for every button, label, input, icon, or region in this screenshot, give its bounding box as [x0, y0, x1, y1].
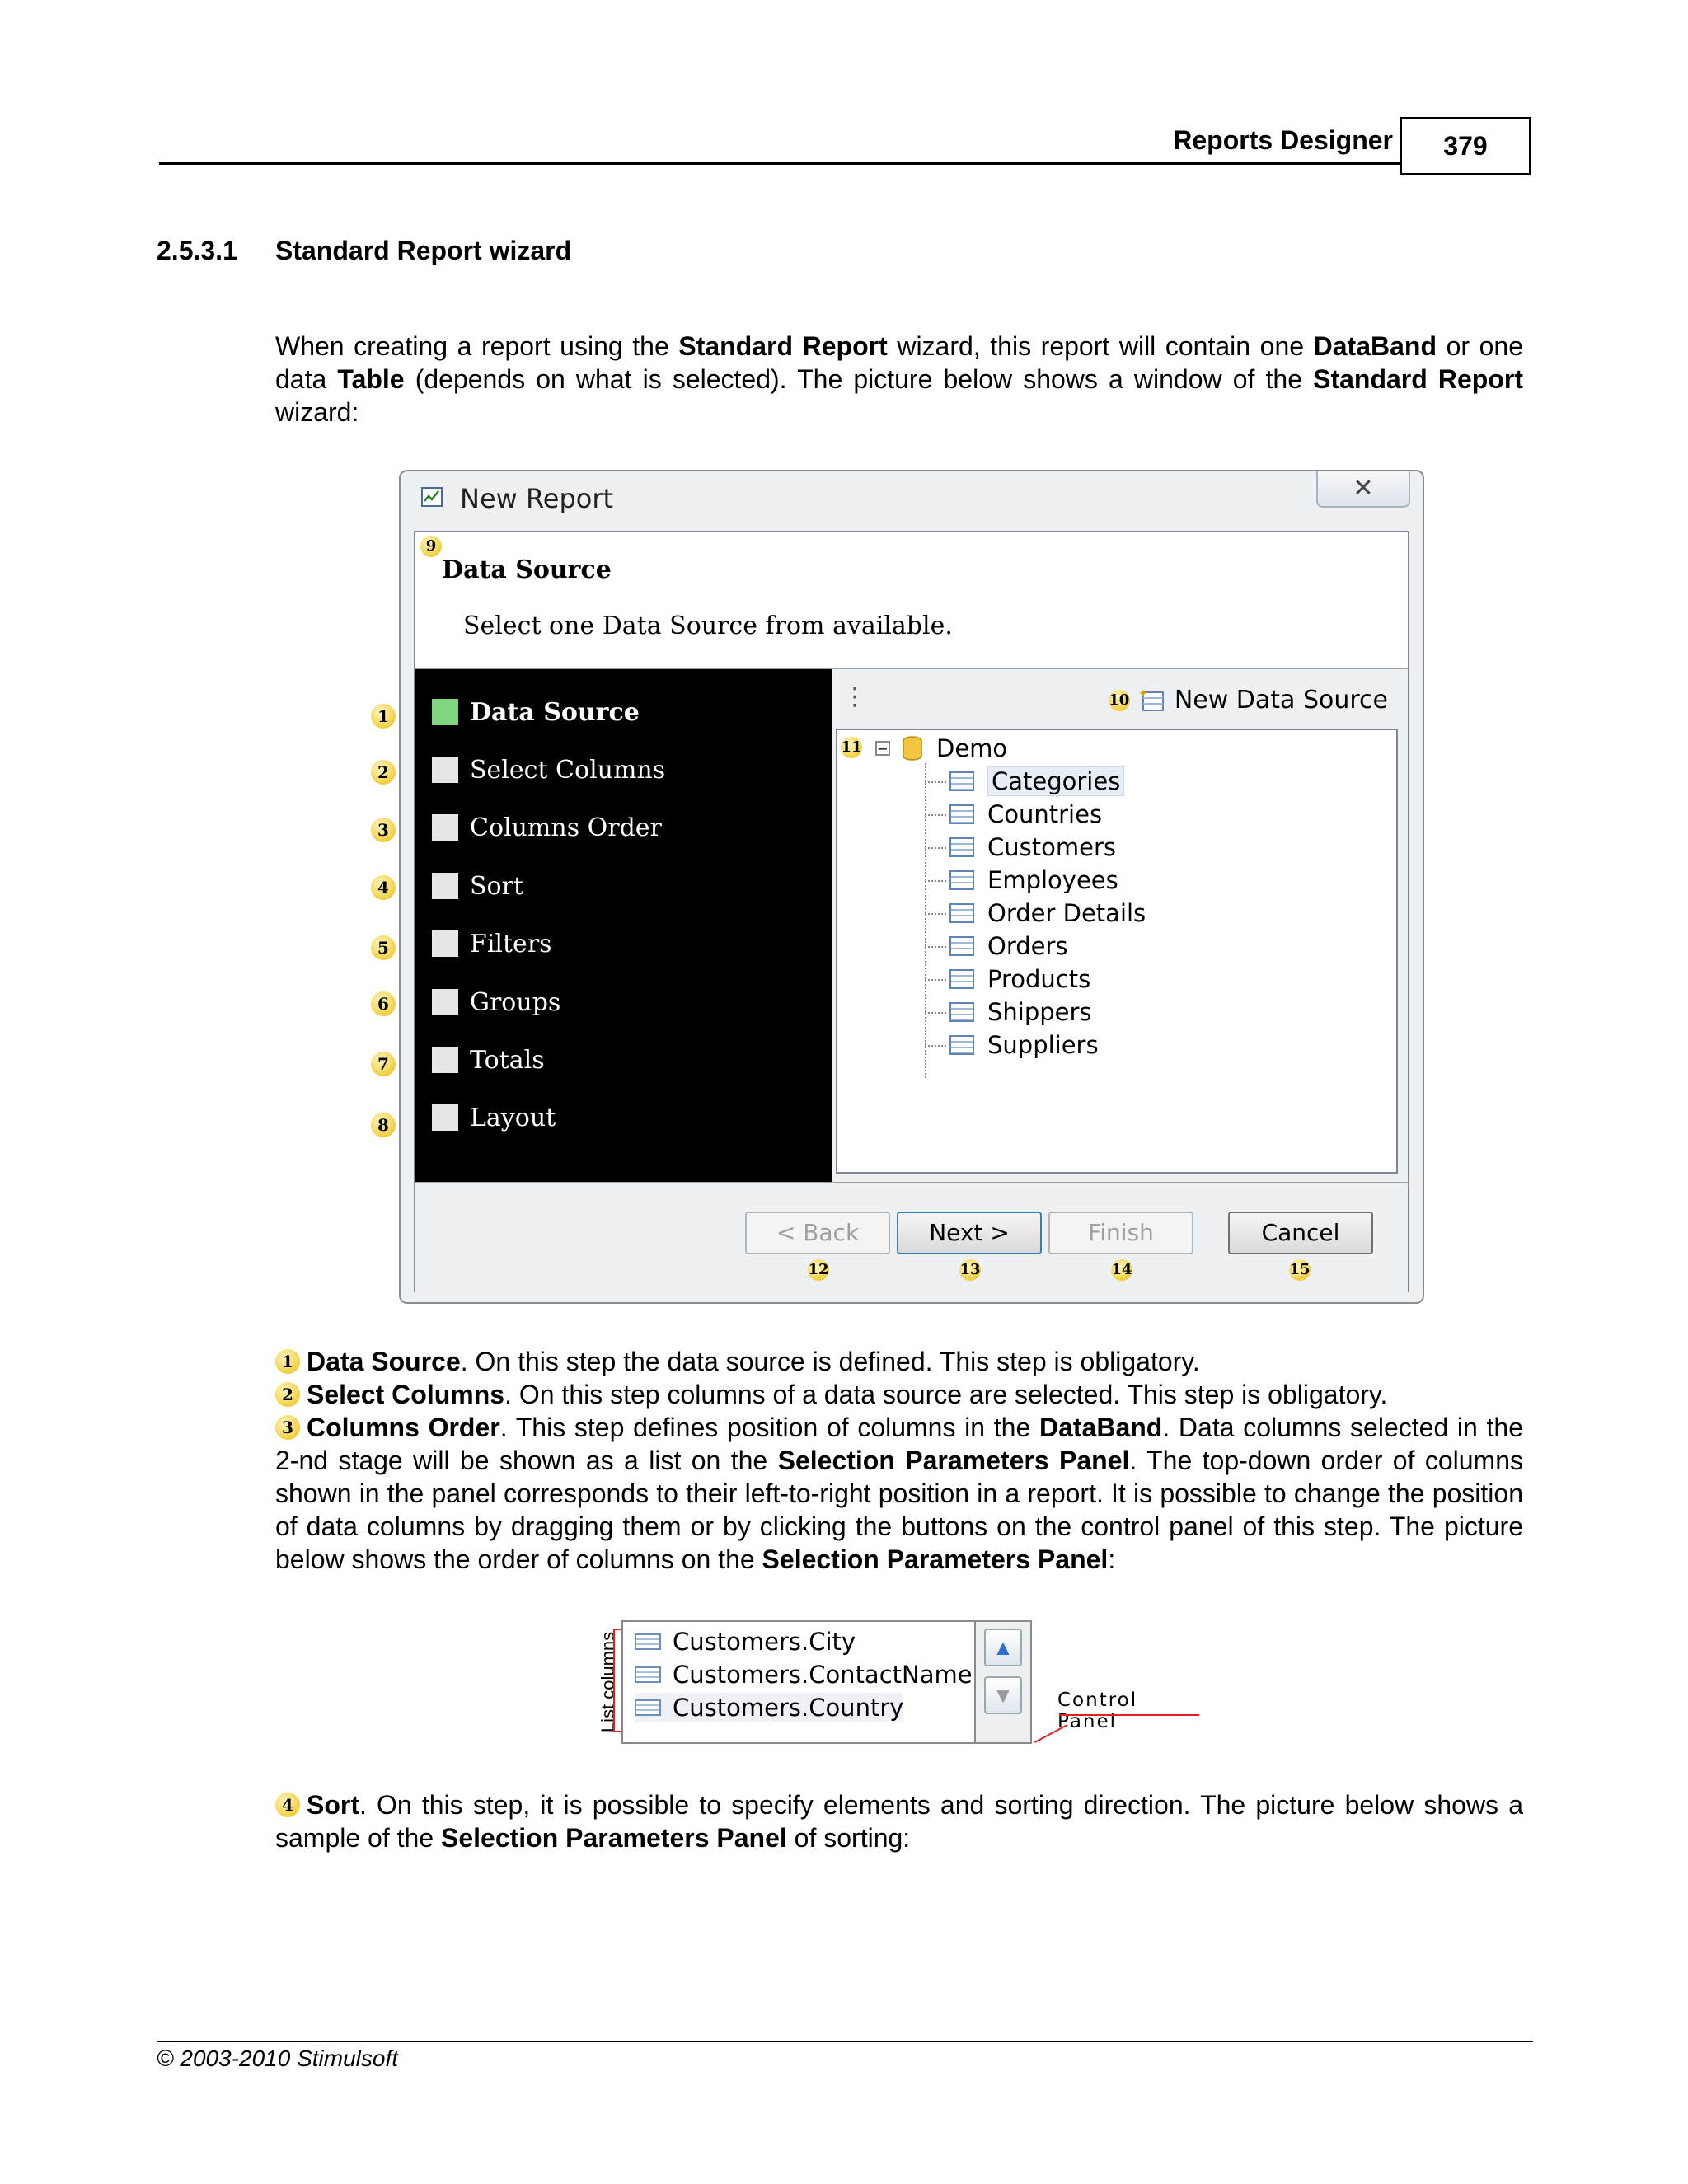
step-indicator — [432, 1047, 458, 1073]
step-label: Columns Order — [470, 813, 662, 842]
step-totals[interactable] — [432, 1043, 545, 1076]
tree-item-label: Customers — [987, 833, 1116, 861]
svg-text:✦: ✦ — [1137, 687, 1148, 701]
callout-badge-4: 4 — [371, 875, 396, 900]
section-number: 2.5.3.1 — [157, 236, 237, 265]
step-label: Totals — [470, 1045, 545, 1075]
new-data-source-icon — [1138, 687, 1166, 714]
tree-item-label: Suppliers — [987, 1031, 1099, 1059]
table-icon — [950, 969, 974, 989]
table-icon — [950, 1035, 974, 1055]
tree-root-label: Demo — [936, 734, 1008, 762]
step-layout[interactable] — [432, 1101, 556, 1134]
column-item[interactable]: Customers.ContactName — [635, 1660, 973, 1690]
tree-connector — [925, 946, 946, 948]
callout-badge-11: 11 — [841, 737, 862, 758]
column-icon — [635, 1633, 661, 1650]
wizard-header — [415, 532, 1408, 669]
callout-badge-8: 8 — [371, 1113, 396, 1137]
step-label: Sort — [470, 871, 524, 901]
item-data-source: 1 Data Source. On this step the data source is defined. This step is obligatory. 2 Select Columns. On this step columns of a data source are selected. This step is obligatory. 3 Columns Order. This step defines position of columns in the DataBand. Data columns selected in the 2-nd stage will be shown as a list on the Selection Parameters Panel. The top-down order of columns shown in the panel corresponds to their left-to-right position in a report. It is possible to change the position of data columns by dragging them or by clicking the buttons on the control panel of this step. The picture below shows the order of columns on the Selection Parameters Panel: — [275, 1347, 1524, 1574]
tree-item-label: Products — [987, 965, 1091, 993]
callout-arrow — [1034, 1724, 1068, 1743]
callout-badge-9: 9 — [420, 536, 442, 557]
data-source-panel — [832, 669, 1408, 1182]
intro-paragraph: When creating a report using the Standard Report wizard, this report will contain one DataBand or one data Table (depends on what is selected). The picture below shows a window of the Standard Report wizard: — [275, 331, 1524, 427]
tree-item-shippers[interactable] — [950, 996, 1092, 1029]
callout-badge-13: 13 — [959, 1259, 981, 1281]
tree-item-label: Countries — [987, 800, 1103, 828]
item-badge: 1 — [275, 1349, 300, 1374]
item-badge: 3 — [275, 1415, 300, 1440]
section-title: Standard Report wizard — [275, 236, 572, 265]
wizard-body — [414, 531, 1409, 1292]
table-icon — [950, 936, 974, 956]
step-heading: Data Source — [442, 555, 612, 584]
control-panel-caption: Control Panel — [1057, 1690, 1138, 1732]
data-source-tree — [836, 729, 1398, 1174]
step-columns-order[interactable] — [432, 811, 662, 844]
step-label: Groups — [470, 987, 561, 1017]
move-down-button[interactable]: ▼ — [984, 1676, 1022, 1714]
cancel-button[interactable]: Cancel — [1228, 1212, 1373, 1254]
tree-item-label: Categories — [987, 766, 1124, 796]
tree-connector — [925, 979, 946, 981]
table-icon — [950, 804, 974, 824]
tree-connector — [925, 1012, 946, 1014]
new-data-source-label: New Data Source — [1174, 686, 1388, 715]
callout-line — [1059, 1714, 1199, 1716]
step-indicator — [432, 930, 458, 957]
wizard-footer — [415, 1182, 1408, 1292]
new-data-source-button[interactable] — [1109, 686, 1388, 715]
callout-badge-1: 1 — [371, 704, 396, 729]
column-item[interactable]: Customers.City — [635, 1627, 856, 1657]
step-indicator — [432, 1104, 458, 1131]
step-groups[interactable] — [432, 986, 560, 1019]
step-data-source[interactable] — [432, 696, 640, 729]
close-button[interactable]: ✕ — [1316, 471, 1410, 508]
footer-copyright: © 2003-2010 Stimulsoft — [157, 2046, 399, 2071]
tree-item-label: Shippers — [987, 998, 1092, 1026]
tree-root-demo[interactable] — [875, 732, 1007, 765]
tree-item-employees[interactable] — [950, 864, 1118, 897]
step-indicator — [432, 814, 458, 841]
tree-item-categories[interactable] — [950, 765, 1124, 798]
callout-badge-5: 5 — [371, 935, 396, 960]
collapse-icon[interactable]: − — [875, 741, 890, 756]
tree-connector — [925, 880, 946, 882]
column-item[interactable]: Customers.Country — [635, 1693, 903, 1722]
item-badge: 2 — [275, 1382, 300, 1407]
tree-item-label: Order Details — [987, 899, 1146, 927]
toolbar-grip-icon: ⋮ — [842, 683, 867, 710]
step-indicator — [432, 873, 458, 899]
report-icon — [420, 485, 445, 509]
tree-item-label: Employees — [987, 866, 1118, 894]
callout-badge-7: 7 — [371, 1052, 396, 1076]
step-label: Data Source — [470, 697, 640, 727]
tree-item-customers[interactable] — [950, 831, 1116, 864]
columns-order-figure — [593, 1610, 1203, 1750]
tree-item-label: Orders — [987, 932, 1068, 960]
next-button[interactable]: Next > — [897, 1212, 1042, 1254]
move-up-button[interactable]: ▲ — [984, 1629, 1022, 1666]
callout-badge-10: 10 — [1109, 690, 1130, 711]
tree-connector — [925, 913, 946, 915]
step-sort[interactable] — [432, 869, 523, 902]
step-indicator — [432, 989, 458, 1015]
tree-item-products[interactable] — [950, 963, 1090, 996]
tree-connector — [925, 781, 946, 783]
callout-badge-3: 3 — [371, 818, 396, 842]
step-description: Select one Data Source from available. — [463, 612, 953, 640]
tree-item-orders[interactable] — [950, 930, 1068, 963]
item-badge: 4 — [275, 1793, 300, 1817]
list-columns-label: List columns — [598, 1631, 618, 1733]
step-label: Layout — [470, 1103, 556, 1132]
step-select-columns[interactable] — [432, 753, 665, 786]
tree-connector — [925, 847, 946, 849]
table-icon — [950, 903, 974, 923]
column-icon — [635, 1666, 661, 1683]
control-panel — [974, 1620, 1032, 1744]
steps-panel — [415, 669, 832, 1182]
tree-connector — [925, 814, 946, 816]
data-source-toolbar — [832, 669, 1408, 729]
table-icon — [950, 771, 974, 791]
footer-rule — [157, 2041, 1533, 2042]
page-number: 379 — [1400, 117, 1531, 175]
finish-button[interactable]: Finish — [1048, 1212, 1193, 1254]
callout-badge-12: 12 — [808, 1259, 829, 1281]
tree-connector — [925, 763, 926, 1078]
columns-list — [621, 1620, 976, 1744]
step-filters[interactable] — [432, 927, 552, 960]
callout-badge-15: 15 — [1289, 1259, 1311, 1281]
tree-connector — [925, 1045, 946, 1047]
header-rule — [159, 162, 1400, 165]
column-icon — [635, 1699, 661, 1716]
item-sort: 4 Sort. On this step, it is possible to specify elements and sorting direction. The picture below shows a sample of the Selection Parameters Panel of sorting: — [275, 1790, 1523, 1853]
table-icon — [950, 870, 974, 890]
tree-item-suppliers[interactable] — [950, 1029, 1099, 1062]
table-icon — [950, 1002, 974, 1022]
database-icon — [902, 736, 923, 761]
table-icon — [950, 837, 974, 857]
callout-badge-14: 14 — [1111, 1259, 1132, 1281]
callout-badge-2: 2 — [371, 760, 396, 785]
step-indicator — [432, 757, 458, 783]
tree-item-countries[interactable] — [950, 798, 1102, 831]
tree-item-order-details[interactable] — [950, 897, 1146, 930]
callout-badge-6: 6 — [371, 991, 396, 1016]
step-label: Select Columns — [470, 755, 666, 785]
new-report-dialog — [399, 470, 1424, 1304]
dialog-title: New Report — [460, 483, 614, 514]
back-button[interactable]: < Back — [745, 1212, 890, 1254]
step-indicator — [432, 699, 458, 725]
step-label: Filters — [470, 929, 552, 958]
running-header-title: Reports Designer — [1173, 125, 1393, 155]
